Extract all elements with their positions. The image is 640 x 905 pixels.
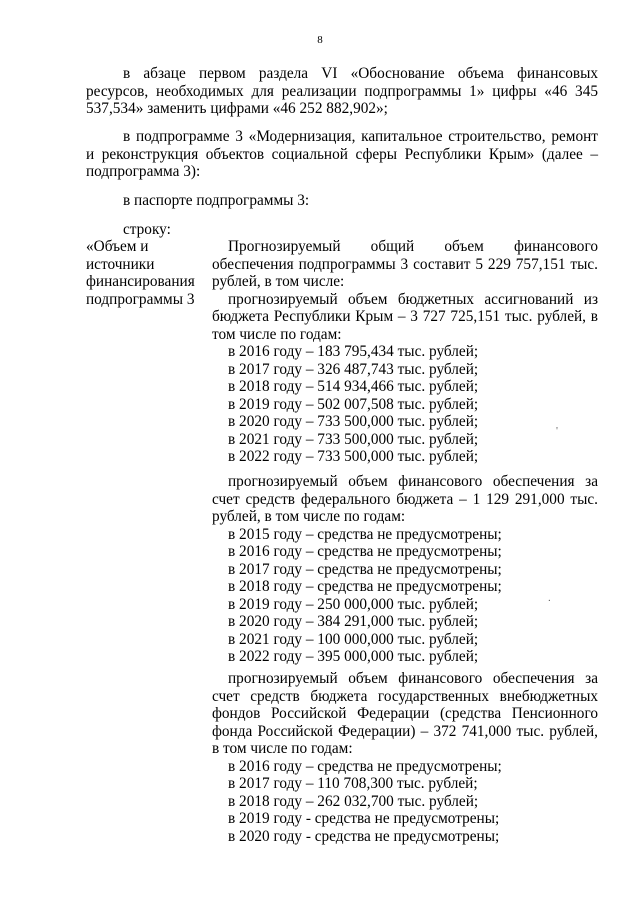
intro-paragraph-4: строку: — [123, 221, 171, 238]
list-item: в 2016 году – средства не предусмотрены; — [228, 543, 502, 560]
row-label — [86, 238, 210, 308]
list-item: в 2020 году – 733 500,000 тыс. рублей; — [228, 413, 479, 430]
list-item: в 2020 году - средства не предусмотрены; — [228, 827, 500, 845]
list-item: в 2017 году – 326 487,743 тыс. рублей; — [228, 360, 479, 378]
list-item: в 2021 году – 733 500,000 тыс. рублей; — [228, 430, 479, 448]
list-item: в 2015 году – средства не предусмотрены; — [228, 525, 502, 543]
funding-block-federal — [212, 473, 598, 666]
list-item: в 2019 году – 502 007,508 тыс. рублей; — [228, 395, 479, 413]
funding-block-pension-fund — [212, 670, 598, 845]
scan-mark: . — [548, 592, 551, 604]
federal-budget-paragraph: прогнозируемый объем финансового обеспечения за счет средств федерального бюджета – 1 129 291,000 тыс. рублей, в том числе по годам: — [212, 473, 598, 525]
list-item: в 2016 году – средства не предусмотрены; — [228, 757, 502, 775]
list-item: в 2017 году – средства не предусмотрены; — [228, 560, 502, 578]
list-item: в 2018 году – средства не предусмотрены; — [228, 578, 502, 595]
list-item: в 2017 году – 110 708,300 тыс. рублей; — [228, 775, 478, 792]
intro-paragraph-2: в подпрограмме 3 «Модернизация, капитальное строительство, ремонт и реконструкция объектов социальной сферы Республики Крым» (далее – подпрограмма 3): — [86, 128, 598, 180]
row-label-line: финансирования — [86, 273, 195, 290]
list-item: в 2022 году – 733 500,000 тыс. рублей; — [228, 448, 479, 465]
pension-fund-paragraph: прогнозируемый объем финансового обеспечения за счет средств бюджета государственных внебюджетных фондов Российской Федерации (средства Пенсионного фонда Российской Федерации) – 372 741,000 тыс. рублей, в том числе по годам: — [212, 670, 598, 757]
list-item: в 2022 году – 395 000,000 тыс. рублей; — [228, 648, 479, 665]
page-number: 8 — [317, 34, 323, 46]
list-item: в 2020 году – 384 291,000 тыс. рублей; — [228, 613, 479, 630]
intro-paragraph-1: в абзаце первом раздела VI «Обоснование объема финансовых ресурсов, необходимых для реализации подпрограммы 1» цифры «46 345 537,534» заменить цифрами «46 252 882,902»; — [86, 65, 598, 117]
republic-budget-paragraph: прогнозируемый объем бюджетных ассигнований из бюджета Республики Крым – 3 727 725,151 тыс. рублей, в том числе по годам: — [212, 290, 598, 343]
funding-total-paragraph: Прогнозируемый общий объем финансового обеспечения подпрограммы 3 составит 5 229 757,151 тыс. рублей, в том числе: — [212, 238, 598, 290]
row-label-line: «Объем и — [86, 238, 149, 255]
funding-block-republic — [212, 238, 598, 466]
list-item: в 2019 году – 250 000,000 тыс. рублей; — [228, 595, 479, 613]
scan-mark: ' — [556, 425, 558, 437]
list-item: в 2019 году - средства не предусмотрены; — [228, 810, 500, 827]
list-item: в 2016 году – 183 795,434 тыс. рублей; — [228, 343, 479, 360]
list-item: в 2018 году – 514 934,466 тыс. рублей; — [228, 378, 479, 395]
row-label-line: источники — [86, 255, 155, 273]
list-item: в 2021 году – 100 000,000 тыс. рублей; — [228, 630, 479, 648]
intro-paragraph-3: в паспорте подпрограммы 3: — [123, 192, 310, 209]
list-item: в 2018 году – 262 032,700 тыс. рублей; — [228, 792, 479, 810]
row-label-line: подпрограммы 3 — [86, 290, 195, 308]
